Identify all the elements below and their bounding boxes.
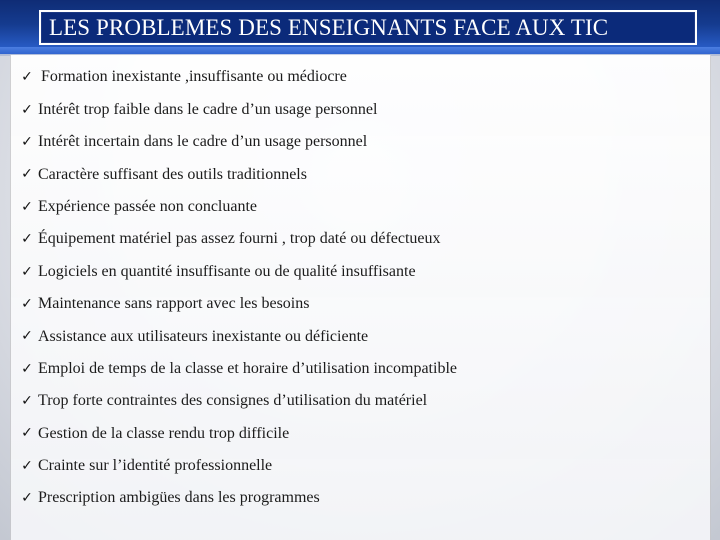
- check-icon: ✓: [21, 263, 33, 280]
- check-icon: ✓: [21, 166, 33, 183]
- slide-title-box: [39, 10, 697, 45]
- check-icon: ✓: [21, 490, 33, 507]
- list-item-text: Assistance aux utilisateurs inexistante ou déficiente: [38, 327, 369, 345]
- check-icon: ✓: [21, 69, 33, 86]
- check-icon: ✓: [21, 393, 33, 410]
- list-item: [20, 61, 680, 93]
- list-item-text: Gestion de la classe rendu trop difficile: [38, 424, 290, 442]
- list-item-text: Maintenance sans rapport avec les besoins: [38, 295, 310, 313]
- check-icon: ✓: [21, 425, 33, 442]
- list-item: [20, 482, 680, 514]
- check-icon: ✓: [21, 295, 33, 312]
- check-icon: ✓: [21, 457, 33, 474]
- check-icon: ✓: [21, 328, 33, 345]
- list-item-text: Intérêt trop faible dans le cadre d’un usage personnel: [38, 100, 378, 118]
- list-item-text: Équipement matériel pas assez fourni , trop daté ou défectueux: [38, 230, 441, 248]
- list-item-text: Prescription ambigües dans les programmes: [38, 489, 320, 507]
- list-item: [20, 320, 680, 352]
- check-icon: ✓: [21, 101, 33, 118]
- list-item: [20, 158, 680, 190]
- list-item: [20, 93, 680, 125]
- check-icon: ✓: [21, 231, 33, 248]
- check-icon: ✓: [21, 133, 33, 150]
- list-item-text: Crainte sur l’identité professionnelle: [38, 457, 273, 475]
- list-item-text: Logiciels en quantité insuffisante ou de qualité insuffisante: [38, 262, 416, 280]
- list-item: [20, 353, 680, 385]
- slide-title: LES PROBLEMES DES ENSEIGNANTS FACE AUX TIC: [49, 15, 609, 40]
- list-item-text: Expérience passée non concluante: [38, 197, 258, 215]
- list-item-text: Formation inexistante ,insuffisante ou médiocre: [41, 68, 347, 86]
- list-item-text: Caractère suffisant des outils traditionnels: [38, 165, 307, 183]
- list-item: [20, 223, 680, 255]
- list-item: [20, 288, 680, 320]
- list-item: [20, 191, 680, 223]
- list-item-text: Intérêt incertain dans le cadre d’un usage personnel: [38, 133, 368, 151]
- check-icon: ✓: [21, 360, 33, 377]
- list-item-text: Trop forte contraintes des consignes d’utilisation du matériel: [38, 392, 428, 410]
- list-item-text: Emploi de temps de la classe et horaire d’utilisation incompatible: [38, 359, 457, 377]
- check-icon: ✓: [21, 198, 33, 215]
- list-item: [20, 255, 680, 287]
- list-item: [20, 126, 680, 158]
- problem-list: [20, 61, 680, 514]
- list-item: [20, 385, 680, 417]
- list-item: [20, 417, 680, 449]
- list-item: [20, 450, 680, 482]
